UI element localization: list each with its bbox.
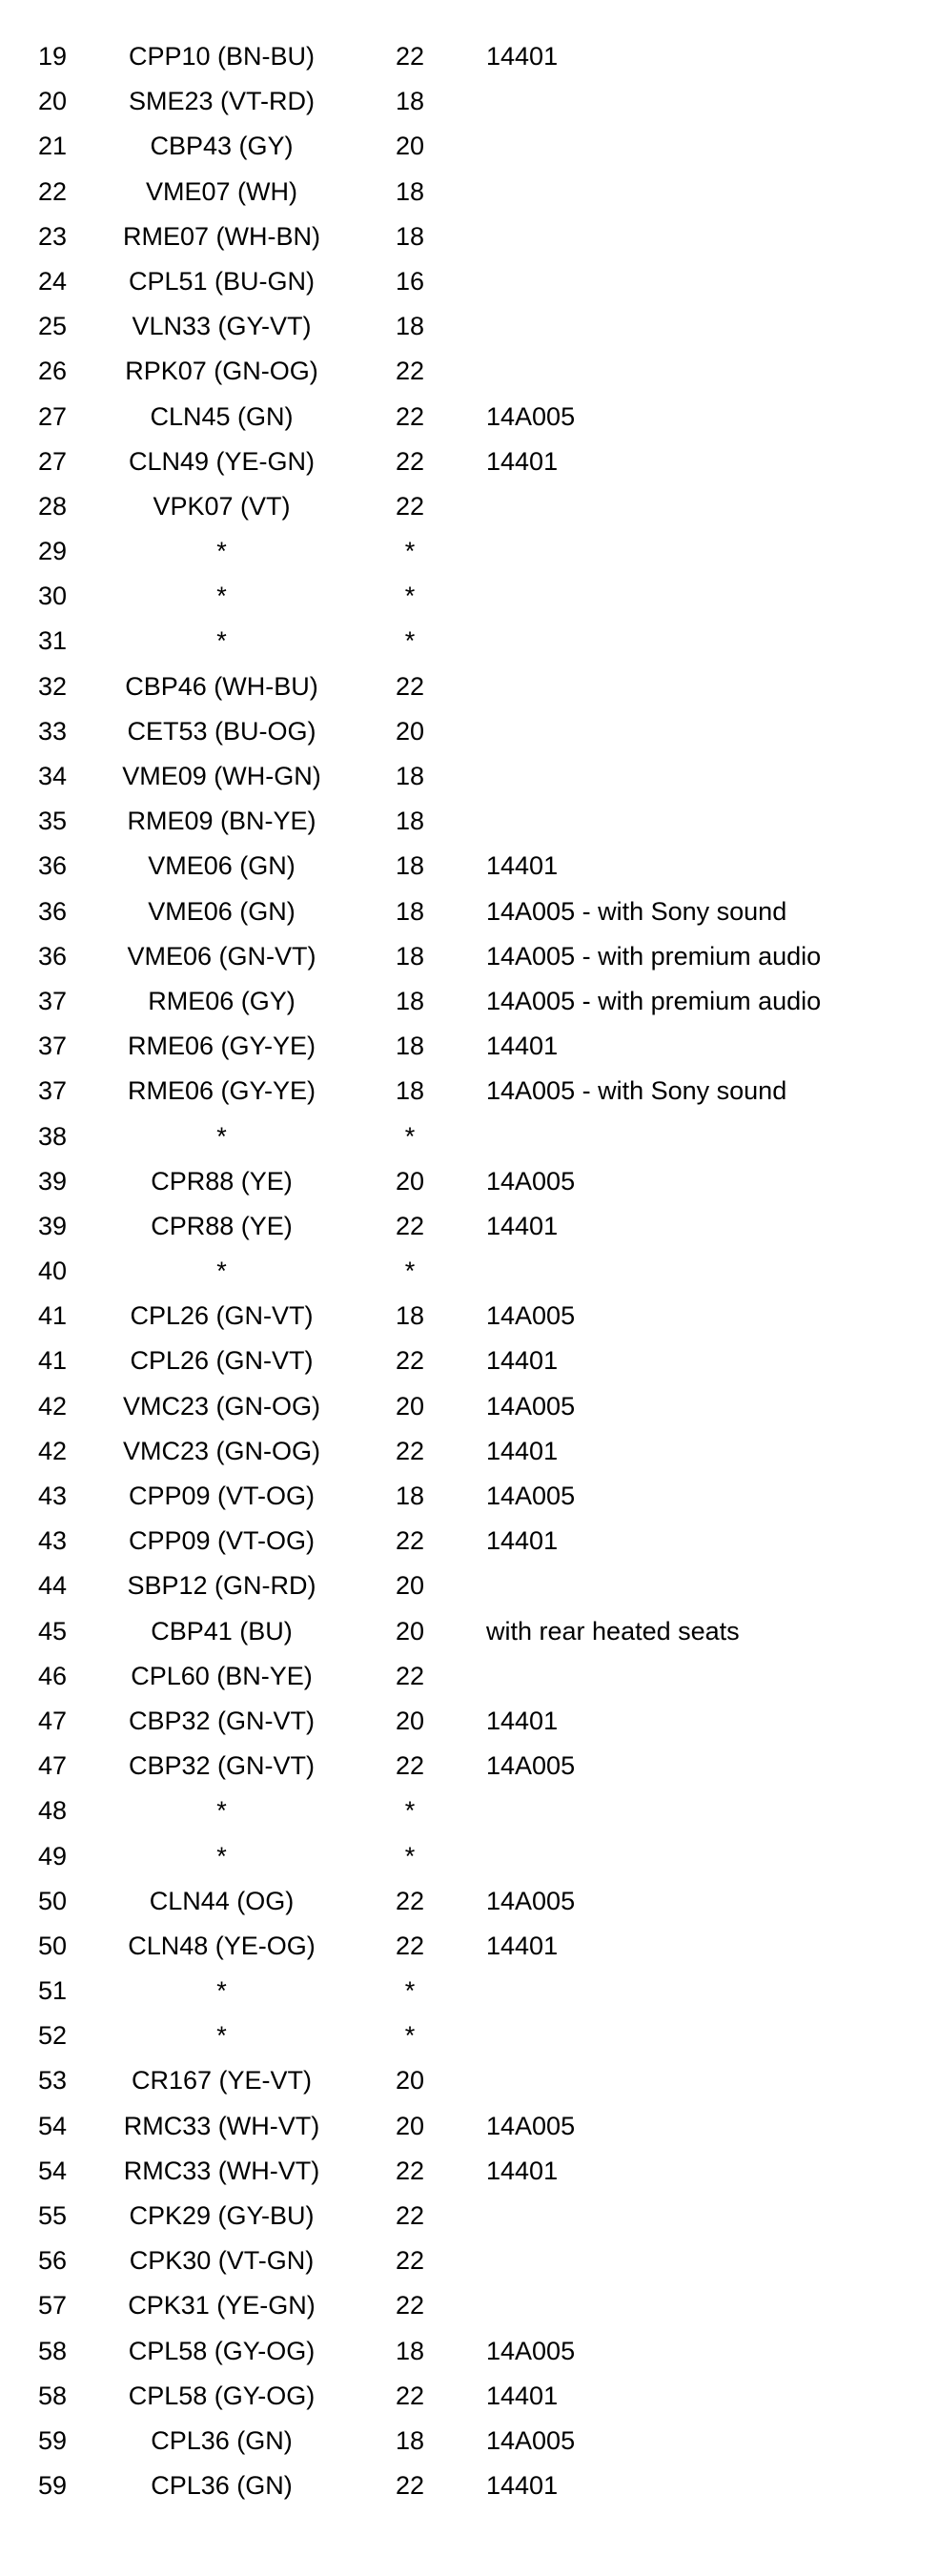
note-cell: 14401 bbox=[486, 2471, 559, 2501]
circuit-cell: VME06 (GN-VT) bbox=[127, 941, 316, 971]
pin-number-cell: 50 bbox=[37, 1886, 68, 1915]
note-cell: 14A005 bbox=[486, 1391, 576, 1421]
table-row bbox=[0, 1834, 939, 1879]
wire-gauge-cell: 22 bbox=[395, 1931, 425, 1960]
circuit-cell: SBP12 (GN-RD) bbox=[127, 1571, 316, 1601]
wire-gauge-cell: * bbox=[404, 537, 416, 566]
circuit-cell: VPK07 (VT) bbox=[153, 491, 291, 521]
note-cell: 14A005 bbox=[486, 1166, 576, 1196]
wire-gauge-cell: * bbox=[404, 1121, 416, 1151]
pin-number-cell: 39 bbox=[37, 1211, 68, 1240]
table-row bbox=[0, 1159, 939, 1204]
wire-gauge-cell: 18 bbox=[395, 762, 425, 790]
table-row bbox=[0, 2419, 939, 2464]
pin-number-cell: 37 bbox=[37, 1076, 68, 1106]
circuit-cell: RPK07 (GN-OG) bbox=[125, 357, 318, 386]
table-row bbox=[0, 1069, 939, 1114]
table-row bbox=[0, 844, 939, 889]
wire-gauge-cell: 20 bbox=[395, 2066, 425, 2096]
pin-number-cell: 36 bbox=[37, 941, 68, 971]
circuit-cell: CLN48 (YE-OG) bbox=[128, 1931, 316, 1960]
circuit-cell: CPL36 (GN) bbox=[151, 2425, 293, 2455]
table-row bbox=[0, 1249, 939, 1294]
note-cell: with rear heated seats bbox=[486, 1616, 740, 1646]
table-row bbox=[0, 1519, 939, 1564]
note-cell: 14401 bbox=[486, 2156, 559, 2185]
table-row bbox=[0, 1024, 939, 1069]
wire-gauge-cell: 22 bbox=[395, 2246, 425, 2276]
circuit-cell: CPK31 (YE-GN) bbox=[128, 2291, 316, 2320]
wire-gauge-cell: * bbox=[404, 1976, 416, 2006]
table-row bbox=[0, 2329, 939, 2374]
circuit-cell: CBP46 (WH-BU) bbox=[125, 671, 318, 701]
circuit-cell: CPK29 (GY-BU) bbox=[129, 2201, 315, 2230]
pin-number-cell: 54 bbox=[37, 2111, 68, 2140]
table-row bbox=[0, 1969, 939, 2014]
table-row bbox=[0, 1789, 939, 1833]
table-row bbox=[0, 1879, 939, 1924]
pin-number-cell: 23 bbox=[37, 221, 68, 251]
circuit-cell: CPP09 (VT-OG) bbox=[128, 1526, 316, 1556]
circuit-cell: CPK30 (VT-GN) bbox=[129, 2246, 315, 2276]
circuit-cell: VLN33 (GY-VT) bbox=[132, 312, 312, 341]
table-row bbox=[0, 395, 939, 440]
note-cell: 14401 bbox=[486, 42, 559, 71]
pin-number-cell: 41 bbox=[37, 1346, 68, 1376]
circuit-cell: * bbox=[216, 1121, 227, 1151]
table-row bbox=[0, 170, 939, 215]
wire-gauge-cell: 22 bbox=[395, 1661, 425, 1690]
table-row bbox=[0, 1924, 939, 1969]
pin-number-cell: 19 bbox=[37, 42, 68, 71]
wire-gauge-cell: 22 bbox=[395, 1211, 425, 1240]
note-cell: 14A005 bbox=[486, 2425, 576, 2455]
table-row bbox=[0, 484, 939, 529]
pin-number-cell: 38 bbox=[37, 1121, 68, 1151]
pin-number-cell: 34 bbox=[37, 762, 68, 790]
note-cell: 14A005 - with Sony sound bbox=[486, 1076, 787, 1106]
wire-gauge-cell: 18 bbox=[395, 941, 425, 971]
table-row bbox=[0, 2194, 939, 2239]
pin-number-cell: 40 bbox=[37, 1257, 68, 1286]
note-cell: 14401 bbox=[486, 1211, 559, 1240]
circuit-cell: * bbox=[216, 1976, 227, 2006]
circuit-cell: * bbox=[216, 582, 227, 611]
circuit-cell: CPL60 (BN-YE) bbox=[131, 1661, 313, 1690]
table-row bbox=[0, 124, 939, 169]
table-row bbox=[0, 574, 939, 619]
wire-gauge-cell: 20 bbox=[395, 1706, 425, 1735]
pin-number-cell: 39 bbox=[37, 1166, 68, 1196]
note-cell: 14A005 bbox=[486, 1751, 576, 1781]
pin-number-cell: 22 bbox=[37, 176, 68, 206]
note-cell: 14A005 bbox=[486, 1886, 576, 1915]
pin-number-cell: 20 bbox=[37, 87, 68, 116]
circuit-cell: CR167 (YE-VT) bbox=[131, 2066, 313, 2096]
pin-number-cell: 58 bbox=[37, 2381, 68, 2410]
table-row bbox=[0, 1204, 939, 1249]
table-row bbox=[0, 979, 939, 1024]
table-row bbox=[0, 440, 939, 484]
pin-number-cell: 49 bbox=[37, 1841, 68, 1871]
circuit-cell: RME07 (WH-BN) bbox=[123, 221, 320, 251]
circuit-cell: RME06 (GY-YE) bbox=[127, 1076, 316, 1106]
pin-number-cell: 42 bbox=[37, 1391, 68, 1421]
table-row bbox=[0, 1609, 939, 1654]
pin-number-cell: 41 bbox=[37, 1301, 68, 1331]
connector-pin-table bbox=[0, 34, 939, 2508]
circuit-cell: RMC33 (WH-VT) bbox=[123, 2111, 320, 2140]
note-cell: 14A005 bbox=[486, 2111, 576, 2140]
circuit-cell: CPL36 (GN) bbox=[151, 2471, 293, 2501]
circuit-cell: * bbox=[216, 1796, 227, 1826]
circuit-cell: RMC33 (WH-VT) bbox=[123, 2156, 320, 2185]
wire-gauge-cell: 20 bbox=[395, 2111, 425, 2140]
circuit-cell: * bbox=[216, 626, 227, 656]
table-row bbox=[0, 529, 939, 574]
circuit-cell: RME06 (GY-YE) bbox=[127, 1032, 316, 1061]
pin-number-cell: 59 bbox=[37, 2471, 68, 2501]
wire-gauge-cell: 22 bbox=[395, 42, 425, 71]
table-row bbox=[0, 1429, 939, 1474]
pin-number-cell: 27 bbox=[37, 401, 68, 431]
wire-gauge-cell: * bbox=[404, 1257, 416, 1286]
circuit-cell: CPL51 (BU-GN) bbox=[128, 266, 316, 296]
wire-gauge-cell: 18 bbox=[395, 312, 425, 341]
pin-number-cell: 47 bbox=[37, 1751, 68, 1781]
table-row bbox=[0, 1564, 939, 1608]
circuit-cell: RME09 (BN-YE) bbox=[127, 807, 316, 836]
pin-number-cell: 45 bbox=[37, 1616, 68, 1646]
circuit-cell: CET53 (BU-OG) bbox=[127, 716, 316, 746]
wire-gauge-cell: 20 bbox=[395, 1571, 425, 1601]
table-row bbox=[0, 2104, 939, 2149]
pin-number-cell: 57 bbox=[37, 2291, 68, 2320]
pin-number-cell: 55 bbox=[37, 2201, 68, 2230]
circuit-cell: VME09 (WH-GN) bbox=[122, 762, 321, 790]
table-row bbox=[0, 2058, 939, 2103]
table-row bbox=[0, 2149, 939, 2194]
circuit-cell: VME06 (GN) bbox=[148, 851, 296, 881]
pin-number-cell: 36 bbox=[37, 896, 68, 926]
wire-gauge-cell: 22 bbox=[395, 2291, 425, 2320]
note-cell: 14401 bbox=[486, 1346, 559, 1376]
wire-gauge-cell: 18 bbox=[395, 2425, 425, 2455]
wire-gauge-cell: 22 bbox=[395, 2156, 425, 2185]
circuit-cell: CPL26 (GN-VT) bbox=[130, 1346, 314, 1376]
wire-gauge-cell: 20 bbox=[395, 716, 425, 746]
pin-number-cell: 46 bbox=[37, 1661, 68, 1690]
note-cell: 14A005 bbox=[486, 401, 576, 431]
pin-number-cell: 51 bbox=[37, 1976, 68, 2006]
table-row bbox=[0, 1294, 939, 1339]
table-row bbox=[0, 799, 939, 844]
wire-gauge-cell: 22 bbox=[395, 1886, 425, 1915]
wire-gauge-cell: 22 bbox=[395, 446, 425, 476]
wire-gauge-cell: 22 bbox=[395, 401, 425, 431]
note-cell: 14401 bbox=[486, 1526, 559, 1556]
circuit-cell: CPR88 (YE) bbox=[151, 1166, 293, 1196]
circuit-cell: CPL26 (GN-VT) bbox=[130, 1301, 314, 1331]
note-cell: 14401 bbox=[486, 1032, 559, 1061]
note-cell: 14401 bbox=[486, 2381, 559, 2410]
circuit-cell: CBP43 (GY) bbox=[150, 132, 294, 161]
note-cell: 14A005 - with Sony sound bbox=[486, 896, 787, 926]
circuit-cell: CBP41 (BU) bbox=[151, 1616, 293, 1646]
pin-number-cell: 32 bbox=[37, 671, 68, 701]
circuit-cell: RME06 (GY) bbox=[148, 986, 296, 1015]
circuit-cell: VMC23 (GN-OG) bbox=[122, 1391, 320, 1421]
circuit-cell: * bbox=[216, 1257, 227, 1286]
wire-gauge-cell: 20 bbox=[395, 1391, 425, 1421]
table-row bbox=[0, 2014, 939, 2058]
wire-gauge-cell: 20 bbox=[395, 1616, 425, 1646]
table-row bbox=[0, 1339, 939, 1383]
wire-gauge-cell: * bbox=[404, 626, 416, 656]
pin-number-cell: 42 bbox=[37, 1436, 68, 1465]
circuit-cell: VME06 (GN) bbox=[148, 896, 296, 926]
circuit-cell: CBP32 (GN-VT) bbox=[128, 1751, 316, 1781]
pin-number-cell: 33 bbox=[37, 716, 68, 746]
table-row bbox=[0, 2464, 939, 2508]
circuit-cell: CBP32 (GN-VT) bbox=[128, 1706, 316, 1735]
pin-number-cell: 53 bbox=[37, 2066, 68, 2096]
pin-number-cell: 59 bbox=[37, 2425, 68, 2455]
table-row bbox=[0, 709, 939, 754]
table-row bbox=[0, 2239, 939, 2283]
circuit-cell: VMC23 (GN-OG) bbox=[122, 1436, 320, 1465]
wire-gauge-cell: 18 bbox=[395, 1301, 425, 1331]
pin-number-cell: 25 bbox=[37, 312, 68, 341]
table-row bbox=[0, 664, 939, 709]
wire-gauge-cell: 18 bbox=[395, 2336, 425, 2365]
circuit-cell: * bbox=[216, 537, 227, 566]
table-row bbox=[0, 215, 939, 259]
table-row bbox=[0, 619, 939, 664]
pin-number-cell: 44 bbox=[37, 1571, 68, 1601]
pin-number-cell: 50 bbox=[37, 1931, 68, 1960]
pin-number-cell: 21 bbox=[37, 132, 68, 161]
wire-gauge-cell: 20 bbox=[395, 1166, 425, 1196]
pin-number-cell: 24 bbox=[37, 266, 68, 296]
wire-gauge-cell: * bbox=[404, 1841, 416, 1871]
wire-gauge-cell: 22 bbox=[395, 1526, 425, 1556]
circuit-cell: VME07 (WH) bbox=[145, 176, 297, 206]
wire-gauge-cell: 18 bbox=[395, 986, 425, 1015]
wire-gauge-cell: 22 bbox=[395, 2381, 425, 2410]
wire-gauge-cell: 18 bbox=[395, 851, 425, 881]
wire-gauge-cell: 22 bbox=[395, 357, 425, 386]
circuit-cell: CPR88 (YE) bbox=[151, 1211, 293, 1240]
pin-number-cell: 36 bbox=[37, 851, 68, 881]
note-cell: 14A005 bbox=[486, 1301, 576, 1331]
pin-number-cell: 56 bbox=[37, 2246, 68, 2276]
circuit-cell: CLN45 (GN) bbox=[150, 401, 294, 431]
wire-gauge-cell: 22 bbox=[395, 1751, 425, 1781]
note-cell: 14401 bbox=[486, 1706, 559, 1735]
note-cell: 14A005 bbox=[486, 2336, 576, 2365]
wire-gauge-cell: 18 bbox=[395, 1482, 425, 1510]
pin-number-cell: 43 bbox=[37, 1482, 68, 1510]
circuit-cell: CPL58 (GY-OG) bbox=[128, 2336, 316, 2365]
pin-number-cell: 35 bbox=[37, 807, 68, 836]
wire-gauge-cell: 22 bbox=[395, 2471, 425, 2501]
table-row bbox=[0, 754, 939, 799]
pin-number-cell: 37 bbox=[37, 1032, 68, 1061]
circuit-cell: CPP10 (BN-BU) bbox=[128, 42, 316, 71]
circuit-cell: CPP09 (VT-OG) bbox=[128, 1482, 316, 1510]
wire-gauge-cell: 16 bbox=[395, 266, 425, 296]
circuit-cell: CPL58 (GY-OG) bbox=[128, 2381, 316, 2410]
wire-gauge-cell: 18 bbox=[395, 176, 425, 206]
note-cell: 14401 bbox=[486, 1931, 559, 1960]
pin-number-cell: 30 bbox=[37, 582, 68, 611]
table-row bbox=[0, 1384, 939, 1429]
circuit-cell: CLN49 (YE-GN) bbox=[128, 446, 316, 476]
table-row bbox=[0, 2374, 939, 2419]
note-cell: 14A005 - with premium audio bbox=[486, 941, 822, 971]
note-cell: 14401 bbox=[486, 446, 559, 476]
note-cell: 14401 bbox=[486, 851, 559, 881]
pin-number-cell: 28 bbox=[37, 491, 68, 521]
table-row bbox=[0, 1654, 939, 1699]
pin-number-cell: 52 bbox=[37, 2021, 68, 2051]
table-row bbox=[0, 349, 939, 394]
pin-number-cell: 54 bbox=[37, 2156, 68, 2185]
wire-gauge-cell: 18 bbox=[395, 807, 425, 836]
wire-gauge-cell: 22 bbox=[395, 491, 425, 521]
pin-number-cell: 31 bbox=[37, 626, 68, 656]
pin-number-cell: 29 bbox=[37, 537, 68, 566]
wire-gauge-cell: * bbox=[404, 1796, 416, 1826]
table-row bbox=[0, 2283, 939, 2328]
table-row bbox=[0, 889, 939, 934]
table-row bbox=[0, 1744, 939, 1789]
pin-number-cell: 48 bbox=[37, 1796, 68, 1826]
pin-number-cell: 26 bbox=[37, 357, 68, 386]
wire-gauge-cell: * bbox=[404, 2021, 416, 2051]
table-row bbox=[0, 304, 939, 349]
note-cell: 14A005 - with premium audio bbox=[486, 986, 822, 1015]
table-row bbox=[0, 79, 939, 124]
table-row bbox=[0, 934, 939, 979]
pin-number-cell: 37 bbox=[37, 986, 68, 1015]
pin-number-cell: 27 bbox=[37, 446, 68, 476]
table-row bbox=[0, 259, 939, 304]
circuit-cell: * bbox=[216, 1841, 227, 1871]
wire-gauge-cell: 20 bbox=[395, 132, 425, 161]
wire-gauge-cell: 18 bbox=[395, 221, 425, 251]
pin-number-cell: 58 bbox=[37, 2336, 68, 2365]
pin-number-cell: 43 bbox=[37, 1526, 68, 1556]
wire-gauge-cell: 18 bbox=[395, 87, 425, 116]
table-row bbox=[0, 1114, 939, 1159]
wire-gauge-cell: 22 bbox=[395, 671, 425, 701]
table-row bbox=[0, 1474, 939, 1519]
wire-gauge-cell: 18 bbox=[395, 1032, 425, 1061]
wire-gauge-cell: 18 bbox=[395, 1076, 425, 1106]
note-cell: 14401 bbox=[486, 1436, 559, 1465]
table-row bbox=[0, 34, 939, 79]
wire-gauge-cell: 22 bbox=[395, 1436, 425, 1465]
table-row bbox=[0, 1699, 939, 1744]
circuit-cell: SME23 (VT-RD) bbox=[128, 87, 316, 116]
wire-gauge-cell: 22 bbox=[395, 2201, 425, 2230]
circuit-cell: CLN44 (OG) bbox=[149, 1886, 295, 1915]
pin-number-cell: 47 bbox=[37, 1706, 68, 1735]
wire-gauge-cell: 22 bbox=[395, 1346, 425, 1376]
wire-gauge-cell: 18 bbox=[395, 896, 425, 926]
circuit-cell: * bbox=[216, 2021, 227, 2051]
wire-gauge-cell: * bbox=[404, 582, 416, 611]
note-cell: 14A005 bbox=[486, 1482, 576, 1510]
